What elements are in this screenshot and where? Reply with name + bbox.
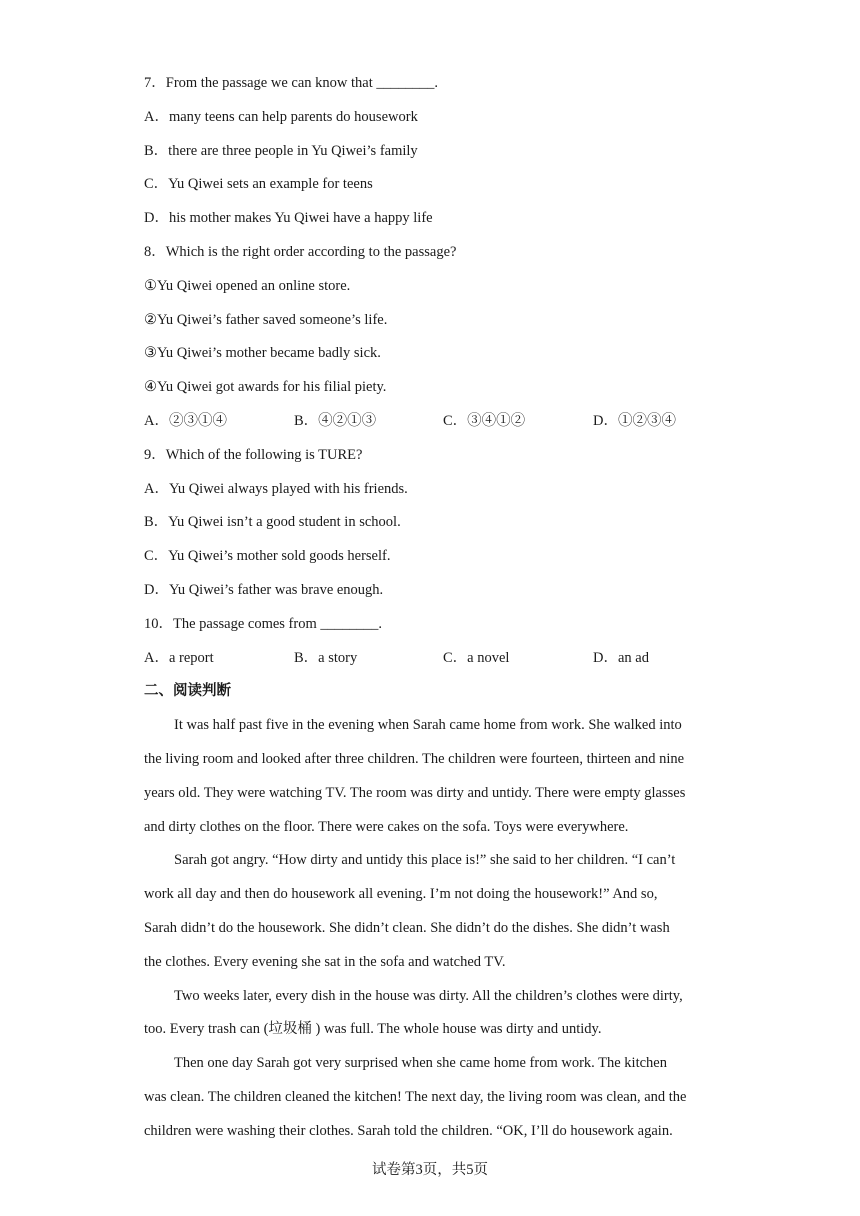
question-8-stem: 8．Which is the right order according to the passage? — [144, 244, 457, 260]
question-8-item-2: ②Yu Qiwei’s father saved someone’s life. — [144, 312, 388, 328]
passage-line: too. Every trash can (垃圾桶 ) was full. The whole house was dirty and untidy. — [144, 1021, 602, 1037]
question-7-stem: 7．From the passage we can know that ________. — [144, 75, 438, 91]
question-10-option-a: A．a report — [144, 650, 214, 666]
question-8-option-d: D．①②③④ — [593, 413, 676, 429]
question-8-item-1: ①Yu Qiwei opened an online store. — [144, 278, 351, 294]
question-8-item-4: ④Yu Qiwei got awards for his filial piety. — [144, 379, 387, 395]
question-10-option-b: B．a story — [294, 650, 358, 666]
question-8-option-b: B．④②①③ — [294, 413, 377, 429]
question-7-option-b: B．there are three people in Yu Qiwei’s family — [144, 143, 418, 159]
passage-line: work all day and then do housework all evening. I’m not doing the housework!” And so, — [144, 886, 658, 902]
question-7-option-d: D．his mother makes Yu Qiwei have a happy life — [144, 210, 433, 226]
question-8-option-a: A．②③①④ — [144, 413, 227, 429]
passage-line: Sarah got angry. “How dirty and untidy this place is!” she said to her children. “I can’t — [174, 852, 676, 868]
passage-line: the clothes. Every evening she sat in the sofa and watched TV. — [144, 954, 506, 970]
passage-line: Two weeks later, every dish in the house was dirty. All the children’s clothes were dirty, — [174, 988, 683, 1004]
passage-line: and dirty clothes on the floor. There were cakes on the sofa. Toys were everywhere. — [144, 819, 629, 835]
passage-line: years old. They were watching TV. The room was dirty and untidy. There were empty glasses — [144, 785, 686, 801]
passage-line: It was half past five in the evening when Sarah came home from work. She walked into — [174, 717, 682, 733]
passage-line: Sarah didn’t do the housework. She didn’t clean. She didn’t do the dishes. She didn’t wash — [144, 920, 670, 936]
section-heading: 二、阅读判断 — [144, 683, 231, 699]
question-7-option-c: C．Yu Qiwei sets an example for teens — [144, 176, 373, 192]
passage-line: was clean. The children cleaned the kitchen! The next day, the living room was clean, and the — [144, 1089, 687, 1105]
question-10-option-c: C．a novel — [443, 650, 510, 666]
question-9-option-d: D．Yu Qiwei’s father was brave enough. — [144, 582, 384, 598]
page-footer: 试卷第3页，共5页 — [372, 1162, 488, 1178]
question-10-option-d: D．an ad — [593, 650, 649, 666]
question-7-option-a: A．many teens can help parents do housework — [144, 109, 418, 125]
passage-line: children were washing their clothes. Sarah told the children. “OK, I’ll do housework again. — [144, 1123, 673, 1139]
question-10-stem: 10．The passage comes from ________. — [144, 616, 382, 632]
question-9-option-a: A．Yu Qiwei always played with his friends. — [144, 481, 408, 497]
question-9-option-c: C．Yu Qiwei’s mother sold goods herself. — [144, 548, 391, 564]
passage-line: Then one day Sarah got very surprised when she came home from work. The kitchen — [174, 1055, 667, 1071]
passage-line: the living room and looked after three children. The children were fourteen, thirteen and nine — [144, 751, 685, 767]
question-8-item-3: ③Yu Qiwei’s mother became badly sick. — [144, 345, 381, 361]
question-9-option-b: B．Yu Qiwei isn’t a good student in school. — [144, 514, 401, 530]
question-9-stem: 9．Which of the following is TURE? — [144, 447, 363, 463]
question-8-option-c: C．③④①② — [443, 413, 526, 429]
